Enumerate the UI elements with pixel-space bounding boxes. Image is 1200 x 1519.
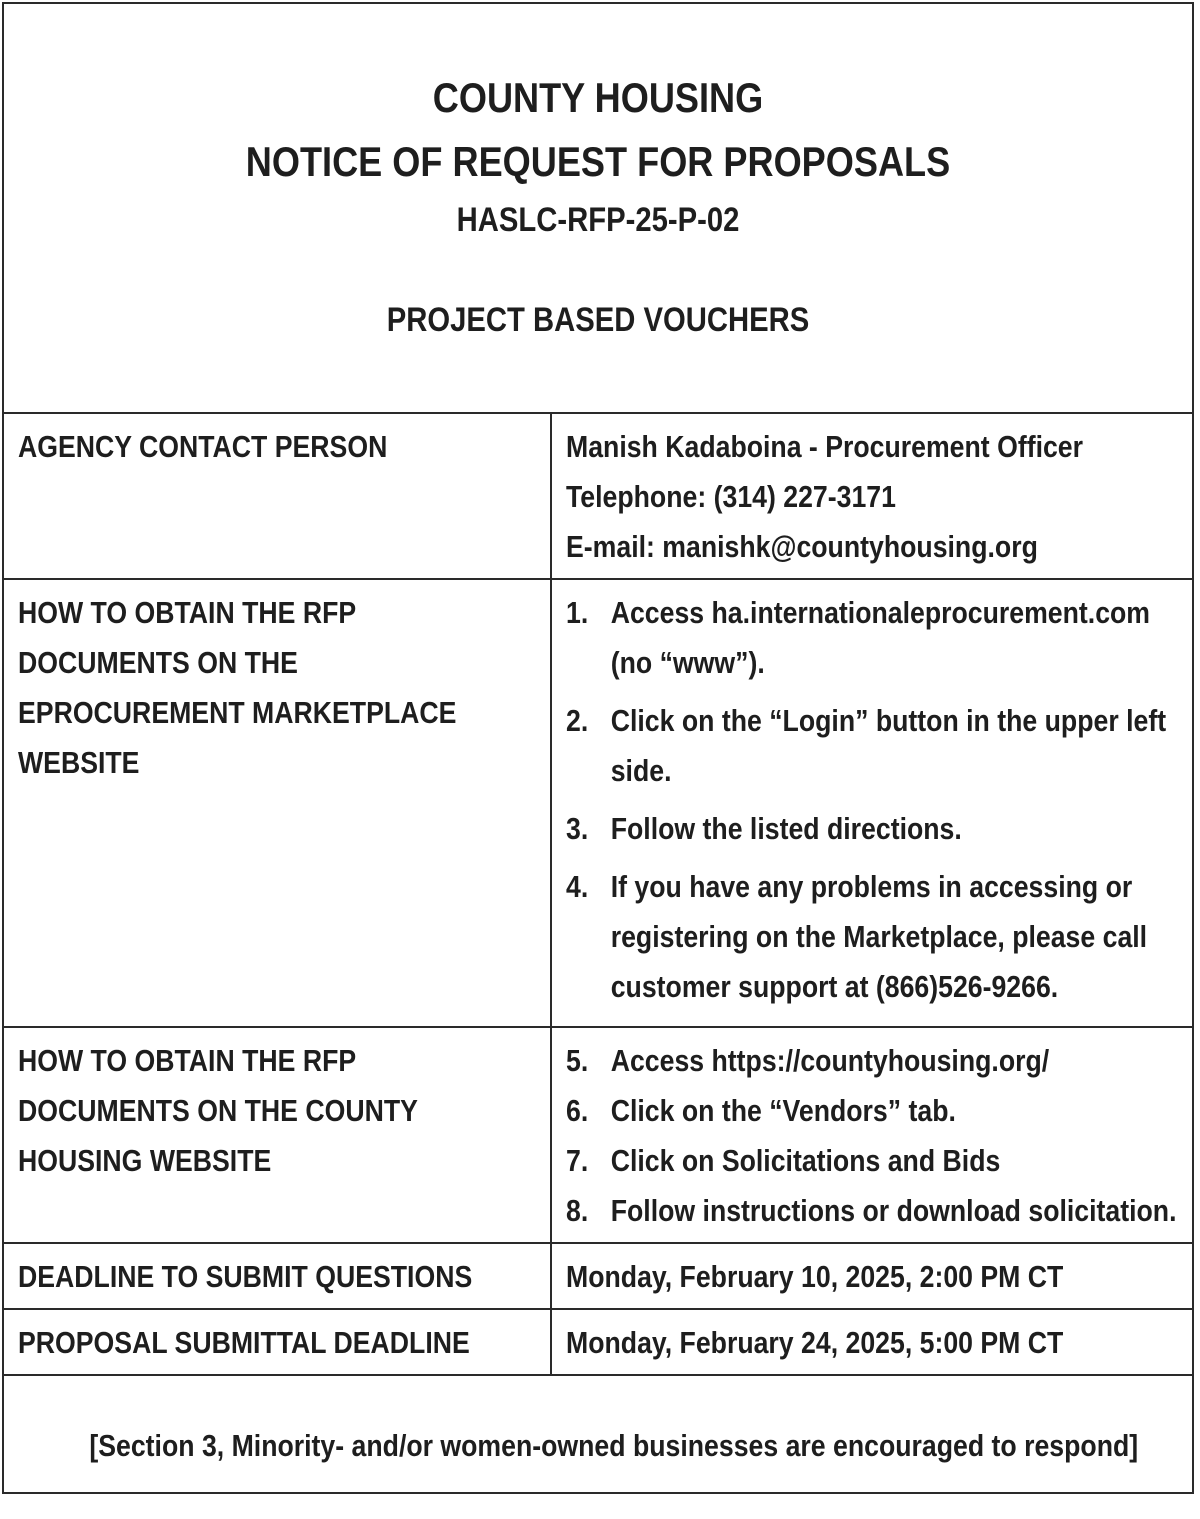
county-site-steps-cell — [551, 1027, 1192, 1243]
list-item — [566, 1136, 1185, 1186]
eprocurement-steps-cell — [551, 579, 1192, 1027]
encouragement-note: [Section 3, Minority- and/or women-owned businesses are encouraged to respond] — [89, 1428, 1139, 1463]
list-item — [566, 588, 1185, 688]
list-item — [566, 1036, 1185, 1086]
submittal-deadline-label: PROPOSAL SUBMITTAL DEADLINE — [18, 1325, 470, 1360]
step-text: Access ha.internationaleprocurement.com (no “www”). — [610, 595, 1151, 680]
eprocurement-label-cell — [4, 579, 551, 1027]
list-item — [566, 862, 1185, 1012]
list-item — [566, 804, 1185, 854]
notice-title: NOTICE OF REQUEST FOR PROPOSALS — [245, 138, 951, 185]
list-item — [566, 696, 1185, 796]
step-text: If you have any problems in accessing or registering on the Marketplace, please call customer support at (866)526-9266. — [610, 869, 1148, 1004]
questions-deadline-label-cell — [4, 1243, 551, 1309]
contact-value-cell — [551, 413, 1192, 579]
agency-name: COUNTY HOUSING — [432, 74, 764, 121]
rfp-notice — [2, 2, 1194, 1494]
step-text: Click on Solicitations and Bids — [610, 1143, 1001, 1178]
contact-label-cell — [4, 413, 551, 579]
step-text: Click on the “Vendors” tab. — [610, 1093, 956, 1128]
table-row-county-site — [4, 1027, 1192, 1243]
step-number: 3. — [566, 811, 589, 846]
submittal-deadline-label-cell — [4, 1309, 551, 1374]
project-title: PROJECT BASED VOUCHERS — [386, 301, 810, 339]
notice-footer — [4, 1374, 1192, 1519]
contact-email: E-mail: manishk@countyhousing.org — [566, 529, 1038, 564]
list-item — [566, 1086, 1185, 1136]
table-row-contact — [4, 413, 1192, 579]
step-number: 8. — [566, 1193, 589, 1228]
questions-deadline-label: DEADLINE TO SUBMIT QUESTIONS — [18, 1259, 473, 1294]
list-item — [566, 1186, 1185, 1236]
step-text: Follow the listed directions. — [610, 811, 962, 846]
submittal-deadline-value: Monday, February 24, 2025, 5:00 PM CT — [566, 1325, 1064, 1360]
county-site-label-cell — [4, 1027, 551, 1243]
contact-telephone: Telephone: (314) 227-3171 — [566, 479, 896, 514]
step-number: 7. — [566, 1143, 589, 1178]
eprocurement-label: HOW TO OBTAIN THE RFP DOCUMENTS ON THE EPROCUREMENT MARKETPLACE WEBSITE — [18, 595, 457, 780]
step-text: Follow instructions or download solicitation. — [610, 1193, 1177, 1228]
contact-name: Manish Kadaboina - Procurement Officer — [566, 429, 1084, 464]
rfp-number: HASLC-RFP-25-P-02 — [456, 201, 740, 239]
step-number: 2. — [566, 703, 589, 738]
questions-deadline-value-cell — [551, 1243, 1192, 1309]
step-text: Access https://countyhousing.org/ — [610, 1043, 1050, 1078]
notice-header — [4, 4, 1192, 412]
eprocurement-steps — [566, 588, 1185, 1012]
table-row-submittal-deadline — [4, 1309, 1192, 1374]
submittal-deadline-value-cell — [551, 1309, 1192, 1374]
table-row-eprocurement — [4, 579, 1192, 1027]
step-number: 4. — [566, 869, 589, 904]
step-text: Click on the “Login” button in the upper left side. — [610, 703, 1167, 788]
county-site-steps — [566, 1036, 1185, 1236]
step-number: 1. — [566, 595, 589, 630]
step-number: 5. — [566, 1043, 589, 1078]
step-number: 6. — [566, 1093, 589, 1128]
table-row-questions-deadline — [4, 1243, 1192, 1309]
contact-label: AGENCY CONTACT PERSON — [18, 429, 388, 464]
county-site-label: HOW TO OBTAIN THE RFP DOCUMENTS ON THE COUNTY HOUSING WEBSITE — [18, 1043, 418, 1178]
notice-details-table — [4, 412, 1192, 1374]
questions-deadline-value: Monday, February 10, 2025, 2:00 PM CT — [566, 1259, 1064, 1294]
